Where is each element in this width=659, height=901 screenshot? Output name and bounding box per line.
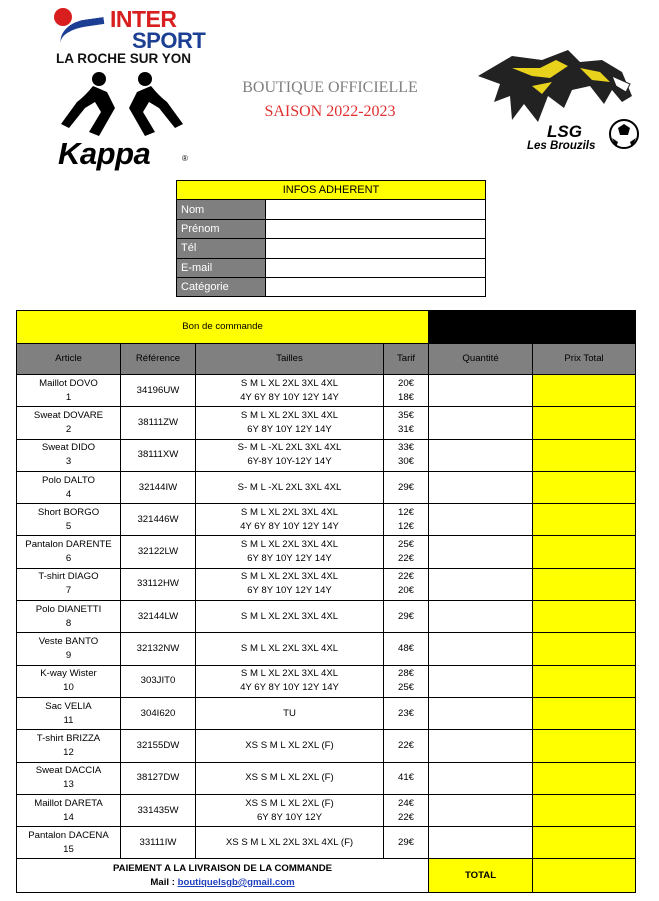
article-cell: [17, 794, 121, 826]
price-value: 29€: [398, 610, 415, 622]
table-row: [17, 504, 636, 536]
reference-cell: [121, 375, 196, 407]
table-row: [17, 730, 636, 762]
column-header-reference: Référence: [121, 344, 196, 375]
mail-link[interactable]: boutiquelsgb@gmail.com: [177, 876, 295, 888]
reference-value: 32144IW: [138, 481, 178, 493]
season-title: SAISON 2022-2023: [264, 103, 396, 120]
reference-value: 38127DW: [136, 772, 180, 784]
size-line: 6Y 8Y 10Y 12Y 14Y: [247, 553, 332, 565]
price-cell: [384, 471, 429, 503]
row-total-cell[interactable]: [533, 407, 636, 439]
intersport-word-sport: SPORT: [132, 28, 206, 53]
intersport-logo: [54, 6, 206, 66]
article-number: 5: [65, 520, 72, 532]
size-line: S M L XL 2XL 3XL 4XL: [240, 643, 339, 655]
sizes-cell: [196, 471, 384, 503]
article-cell: [17, 504, 121, 536]
quantity-input[interactable]: [429, 407, 533, 439]
column-header-total: Prix Total: [533, 344, 636, 375]
row-total-cell[interactable]: [533, 794, 636, 826]
row-total-cell[interactable]: [533, 730, 636, 762]
size-line: 6Y 8Y 10Y 12Y: [256, 811, 323, 823]
intersport-dot-icon: [54, 8, 72, 26]
price-cell: [384, 794, 429, 826]
reference-cell: [121, 827, 196, 859]
size-line: S M L XL 2XL 3XL 4XL: [240, 409, 339, 421]
price-value: 30€: [398, 456, 415, 468]
article-name: Sweat DOVARE: [33, 409, 104, 421]
size-line: 4Y 6Y 8Y 10Y 12Y 14Y: [240, 682, 339, 694]
size-line: S M L XL 2XL 3XL 4XL: [240, 571, 339, 583]
field-input-nom[interactable]: [266, 200, 486, 219]
sizes-cell: [196, 730, 384, 762]
row-total-cell[interactable]: [533, 762, 636, 794]
size-line: S M L XL 2XL 3XL 4XL: [240, 506, 339, 518]
article-name: Pantalon DARENTE: [25, 539, 112, 551]
price-value: 25€: [398, 539, 415, 551]
sizes-cell: [196, 504, 384, 536]
article-name: Maillot DOVO: [39, 377, 98, 389]
reference-cell: [121, 536, 196, 568]
price-cell: [384, 633, 429, 665]
price-cell: [384, 601, 429, 633]
price-value: 23€: [398, 707, 415, 719]
order-heading-filler: [429, 311, 636, 344]
quantity-input[interactable]: [429, 794, 533, 826]
article-number: 6: [65, 553, 72, 565]
article-name: Sweat DIDO: [41, 442, 96, 454]
price-value: 12€: [398, 506, 415, 518]
sizes-cell: [196, 536, 384, 568]
article-name: Sac VELIA: [45, 700, 92, 712]
article-name: Short BORGO: [37, 506, 100, 518]
article-name: T-shirt DIAGO: [38, 571, 99, 583]
reference-value: 32132NW: [136, 643, 180, 655]
size-line: S M L XL 2XL 3XL 4XL: [240, 377, 339, 389]
field-input-tel[interactable]: [266, 239, 486, 258]
price-value: 48€: [398, 643, 415, 655]
size-line: S- M L -XL 2XL 3XL 4XL: [237, 481, 342, 493]
reference-value: 38111XW: [137, 449, 179, 461]
price-cell: [384, 407, 429, 439]
field-label-categorie: Catégorie: [177, 277, 266, 296]
article-cell: [17, 601, 121, 633]
table-row: [17, 407, 636, 439]
price-value: 29€: [398, 481, 415, 493]
quantity-input[interactable]: [429, 827, 533, 859]
quantity-input[interactable]: [429, 601, 533, 633]
row-total-cell[interactable]: [533, 504, 636, 536]
sizes-cell: [196, 439, 384, 471]
quantity-input[interactable]: [429, 730, 533, 762]
article-number: 10: [63, 682, 74, 694]
table-row: [17, 827, 636, 859]
reference-value: 33111IW: [139, 836, 177, 848]
reference-cell: [121, 407, 196, 439]
reference-cell: [121, 730, 196, 762]
article-cell: [17, 568, 121, 600]
sizes-cell: [196, 568, 384, 600]
price-value: 18€: [398, 391, 415, 403]
row-total-cell[interactable]: [533, 697, 636, 729]
table-row: [17, 794, 636, 826]
page-title: BOUTIQUE OFFICIELLE: [242, 79, 418, 96]
price-value: 24€: [398, 797, 415, 809]
quantity-input[interactable]: [429, 439, 533, 471]
size-line: XS S M L XL 2XL 3XL 4XL (F): [225, 836, 354, 848]
size-line: XS S M L XL 2XL (F): [245, 739, 334, 751]
order-rows: [17, 375, 636, 859]
article-cell: [17, 697, 121, 729]
article-cell: [17, 665, 121, 697]
column-header-sizes: Tailles: [196, 344, 384, 375]
price-cell: [384, 375, 429, 407]
price-value: 22€: [398, 571, 415, 583]
article-number: 4: [65, 488, 72, 500]
article-number: 8: [65, 617, 72, 629]
size-line: S M L XL 2XL 3XL 4XL: [240, 668, 339, 680]
quantity-input[interactable]: [429, 762, 533, 794]
reference-cell: [121, 471, 196, 503]
price-value: 41€: [398, 772, 415, 784]
total-value-cell[interactable]: [533, 859, 636, 893]
order-table: [16, 310, 636, 893]
field-input-email[interactable]: [266, 258, 486, 277]
reference-value: 303JIT0: [140, 675, 176, 687]
row-total-cell[interactable]: [533, 375, 636, 407]
price-cell: [384, 697, 429, 729]
article-cell: [17, 633, 121, 665]
table-row: [17, 762, 636, 794]
quantity-input[interactable]: [429, 568, 533, 600]
reference-cell: [121, 504, 196, 536]
mail-label: Mail :: [150, 876, 178, 888]
column-header-price: Tarif: [384, 344, 429, 375]
quantity-input[interactable]: [429, 471, 533, 503]
price-value: 22€: [398, 553, 415, 565]
article-cell: [17, 375, 121, 407]
field-label-tel: Tél: [177, 239, 266, 258]
size-line: S M L XL 2XL 3XL 4XL: [240, 539, 339, 551]
price-cell: [384, 568, 429, 600]
price-cell: [384, 730, 429, 762]
quantity-input[interactable]: [429, 504, 533, 536]
reference-cell: [121, 633, 196, 665]
reference-cell: [121, 665, 196, 697]
article-number: 12: [63, 746, 74, 758]
price-value: 29€: [398, 836, 415, 848]
reference-value: 32144LW: [137, 610, 179, 622]
reference-cell: [121, 794, 196, 826]
size-line: XS S M L XL 2XL (F): [245, 797, 334, 809]
quantity-input[interactable]: [429, 633, 533, 665]
mail-line: [17, 876, 428, 890]
article-number: 3: [65, 456, 72, 468]
table-row: [17, 439, 636, 471]
payment-note: PAIEMENT A LA LIVRAISON DE LA COMMANDE: [112, 862, 333, 874]
payment-cell: [17, 859, 429, 893]
table-row: [17, 665, 636, 697]
sizes-cell: [196, 762, 384, 794]
article-cell: [17, 827, 121, 859]
row-total-cell[interactable]: [533, 633, 636, 665]
lsg-wordmark: LSG: [547, 122, 582, 141]
sizes-cell: [196, 794, 384, 826]
size-line: S- M L -XL 2XL 3XL 4XL: [237, 442, 342, 454]
field-input-prenom[interactable]: [266, 219, 486, 238]
article-name: K-way Wister: [40, 668, 97, 680]
article-name: Veste BANTO: [38, 636, 99, 648]
price-cell: [384, 504, 429, 536]
size-line: 4Y 6Y 8Y 10Y 12Y 14Y: [240, 391, 339, 403]
article-name: Polo DIANETTI: [35, 603, 102, 615]
article-name: Polo DALTO: [42, 474, 95, 486]
quantity-input[interactable]: [429, 665, 533, 697]
article-number: 7: [65, 585, 72, 597]
article-number: 15: [63, 843, 74, 855]
row-total-cell[interactable]: [533, 471, 636, 503]
table-row: [17, 568, 636, 600]
row-total-cell[interactable]: [533, 827, 636, 859]
reference-cell: [121, 762, 196, 794]
sizes-cell: [196, 407, 384, 439]
field-label-prenom: Prénom: [177, 219, 266, 238]
row-total-cell[interactable]: [533, 601, 636, 633]
article-cell: [17, 439, 121, 471]
kappa-registered-mark: ®: [182, 154, 188, 163]
total-label: TOTAL: [429, 859, 533, 893]
article-number: 14: [63, 811, 74, 823]
member-info-heading: INFOS ADHERENT: [177, 181, 486, 200]
table-row: [17, 375, 636, 407]
article-cell: [17, 730, 121, 762]
order-heading: Bon de commande: [17, 311, 429, 344]
price-cell: [384, 439, 429, 471]
article-name: Pantalon DACENA: [28, 829, 109, 841]
price-value: 25€: [398, 682, 415, 694]
sizes-cell: [196, 697, 384, 729]
price-value: 35€: [398, 409, 415, 421]
reference-cell: [121, 439, 196, 471]
article-number: 1: [65, 391, 72, 403]
reference-cell: [121, 568, 196, 600]
sizes-cell: [196, 827, 384, 859]
price-value: 31€: [398, 423, 415, 435]
article-number: 13: [63, 779, 74, 791]
reference-value: 34196UW: [136, 384, 180, 396]
field-input-categorie[interactable]: [266, 277, 486, 296]
size-line: XS S M L XL 2XL (F): [245, 772, 334, 784]
table-row: [17, 697, 636, 729]
reference-value: 304I620: [140, 707, 176, 719]
quantity-input[interactable]: [429, 375, 533, 407]
article-cell: [17, 536, 121, 568]
price-value: 20€: [398, 585, 415, 597]
article-cell: [17, 471, 121, 503]
row-total-cell[interactable]: [533, 536, 636, 568]
field-label-nom: Nom: [177, 200, 266, 219]
reference-cell: [121, 697, 196, 729]
column-header-quantity: Quantité: [429, 344, 533, 375]
size-line: S M L XL 2XL 3XL 4XL: [240, 610, 339, 622]
sizes-cell: [196, 601, 384, 633]
price-cell: [384, 536, 429, 568]
reference-value: 33112HW: [137, 578, 179, 590]
article-name: Sweat DACCIA: [35, 765, 102, 777]
table-row: [17, 633, 636, 665]
article-name: Maillot DARETA: [34, 797, 103, 809]
row-total-cell[interactable]: [533, 665, 636, 697]
sizes-cell: [196, 633, 384, 665]
price-value: 22€: [398, 811, 415, 823]
price-value: 20€: [398, 377, 415, 389]
column-header-article: Article: [17, 344, 121, 375]
kappa-figures-icon: [55, 72, 190, 138]
size-line: 6Y 8Y 10Y 12Y 14Y: [247, 423, 332, 435]
sizes-cell: [196, 665, 384, 697]
reference-value: 32122LW: [137, 546, 179, 558]
reference-value: 32155DW: [136, 739, 180, 751]
kappa-logo: [55, 72, 190, 172]
size-line: 6Y 8Y 10Y 12Y 14Y: [247, 585, 332, 597]
row-total-cell[interactable]: [533, 568, 636, 600]
article-name: T-shirt BRIZZA: [36, 732, 101, 744]
member-info-table: [176, 180, 486, 297]
reference-cell: [121, 601, 196, 633]
row-total-cell[interactable]: [533, 439, 636, 471]
lsg-subtitle: Les Brouzils: [527, 140, 596, 152]
size-line: 4Y 6Y 8Y 10Y 12Y 14Y: [240, 520, 339, 532]
reference-value: 331435W: [137, 804, 179, 816]
price-cell: [384, 827, 429, 859]
price-value: 22€: [398, 739, 415, 751]
field-label-email: E-mail: [177, 258, 266, 277]
article-cell: [17, 407, 121, 439]
sizes-cell: [196, 375, 384, 407]
quantity-input[interactable]: [429, 697, 533, 729]
article-cell: [17, 762, 121, 794]
article-number: 11: [63, 714, 74, 726]
lsg-logo: [472, 46, 652, 158]
size-line: TU: [283, 707, 296, 719]
article-number: 9: [65, 650, 72, 662]
table-row: [17, 471, 636, 503]
kappa-wordmark: Kappa: [58, 136, 151, 171]
size-line: 6Y-8Y 10Y-12Y 14Y: [247, 456, 332, 468]
reference-value: 321446W: [137, 513, 179, 525]
table-row: [17, 536, 636, 568]
price-value: 28€: [398, 668, 415, 680]
price-value: 12€: [398, 520, 415, 532]
quantity-input[interactable]: [429, 536, 533, 568]
table-row: [17, 601, 636, 633]
intersport-word-inter: INTER: [110, 6, 177, 32]
reference-value: 38111ZW: [137, 416, 179, 428]
article-number: 2: [65, 423, 72, 435]
price-cell: [384, 762, 429, 794]
intersport-city: LA ROCHE SUR YON: [56, 51, 192, 66]
price-cell: [384, 665, 429, 697]
price-value: 33€: [398, 442, 415, 454]
